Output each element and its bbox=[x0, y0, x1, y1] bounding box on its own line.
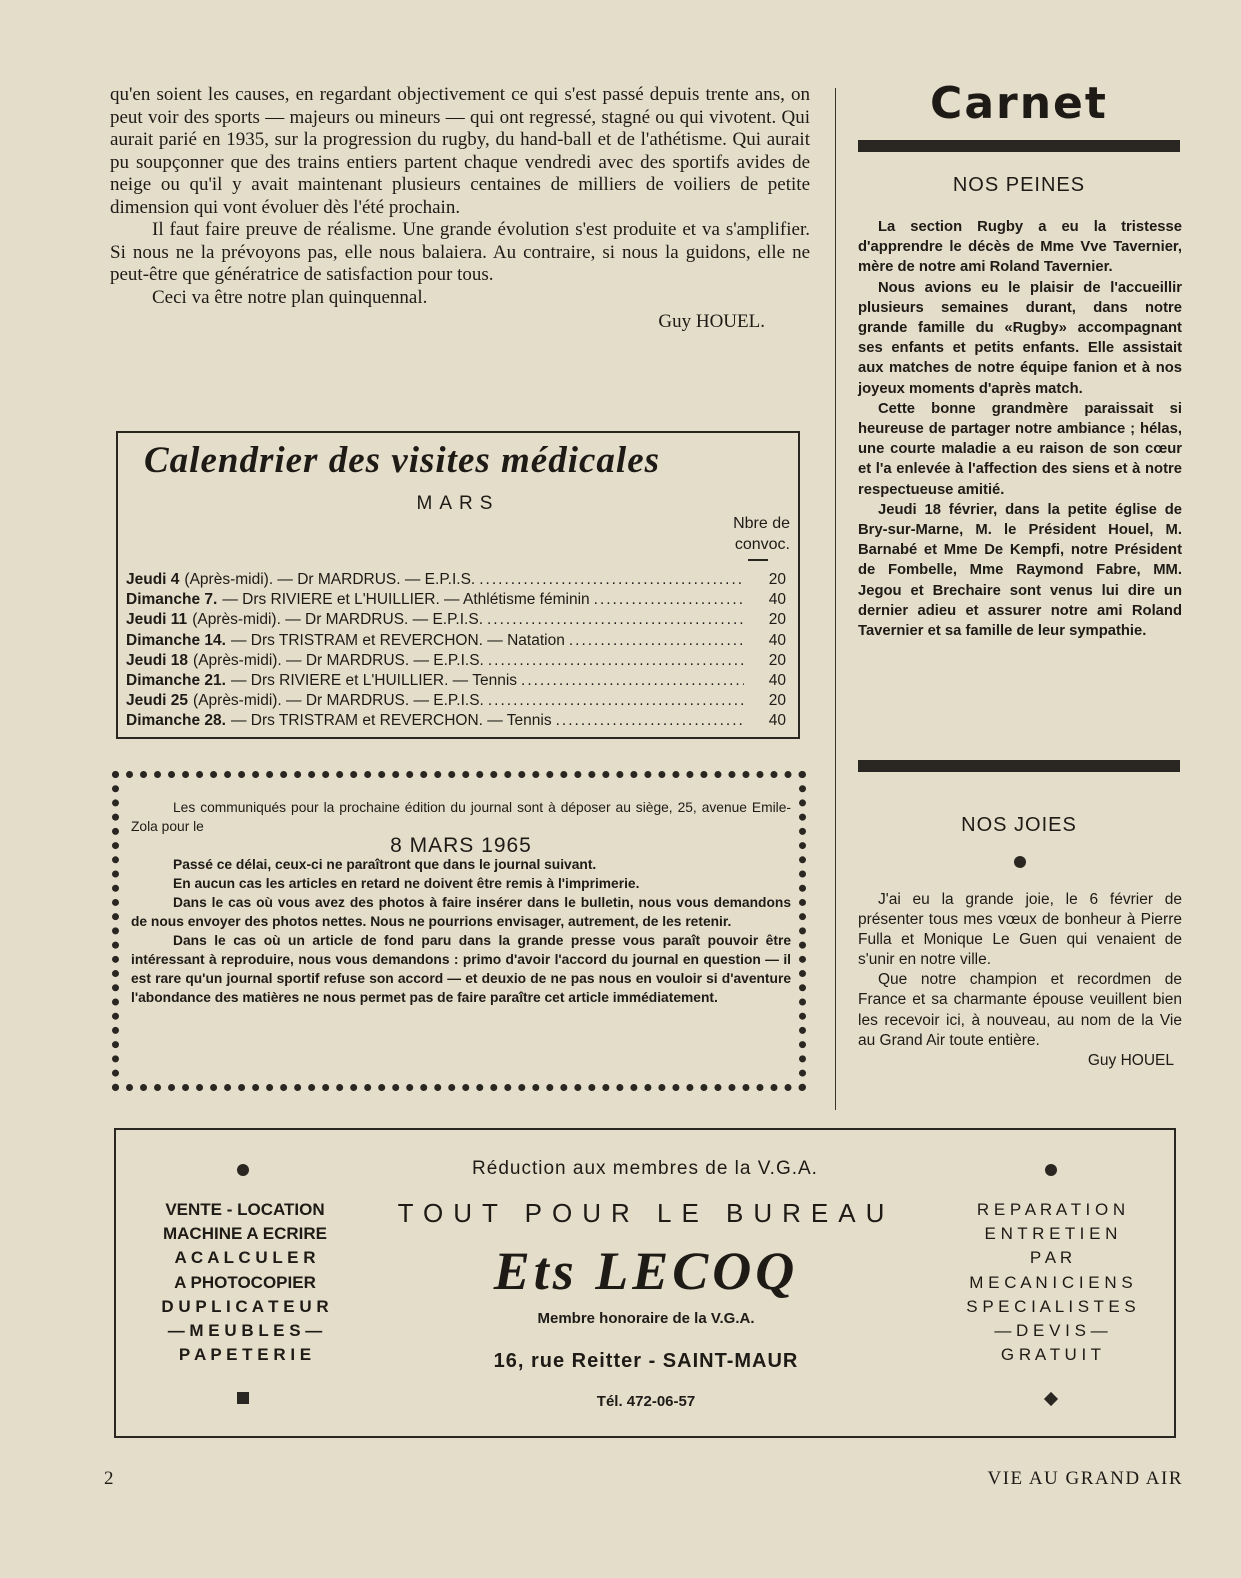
calendar-day: Dimanche 28. bbox=[126, 712, 226, 730]
leader-dots bbox=[517, 671, 744, 691]
ad-headline: TOUT POUR LE BUREAU bbox=[397, 1198, 895, 1228]
peines-paragraph: Cette bonne grandmère paraissait si heureuse de partager notre ambiance ; hélas, une courte maladie a eu raison de son cœur et l'a enlevée à l'affection des siens et à notre respectueuse amitié. bbox=[858, 400, 1182, 498]
carnet-title: Carnet bbox=[930, 78, 1108, 129]
calendar-day: Dimanche 7. bbox=[126, 591, 218, 609]
peines-paragraph: Nous avions eu le plaisir de l'accueillir plusieurs semaines durant, dans notre grande famille du «Rugby» accompagnant ses enfants et petits enfants. Elle assistait aux matches de notre équipe fanion et à nos joyeux moments d'après match. bbox=[858, 279, 1182, 397]
square-bullet-icon bbox=[237, 1392, 249, 1404]
calendar-count: 20 bbox=[768, 571, 786, 588]
page-number: 2 bbox=[104, 1468, 114, 1489]
medical-calendar-box bbox=[116, 431, 800, 739]
ad-left-line: VENTE - LOCATION bbox=[165, 1200, 325, 1219]
ad-left-list bbox=[140, 1198, 350, 1367]
calendar-row bbox=[126, 671, 786, 691]
calendar-detail: — Drs TRISTRAM et REVERCHON. — Tennis bbox=[230, 712, 552, 730]
leader-dots bbox=[483, 610, 744, 630]
calendar-month: MARS bbox=[416, 493, 500, 514]
calendar-detail: — Drs RIVIERE et L'HUILLIER. — Tennis bbox=[230, 672, 518, 690]
joies-signature: Guy HOUEL bbox=[1087, 1051, 1174, 1069]
leader-dots bbox=[552, 711, 744, 731]
calendar-row bbox=[126, 691, 786, 711]
calendar-count: 20 bbox=[768, 611, 786, 629]
ad-brand: Ets LECOQ bbox=[493, 1241, 799, 1301]
peines-paragraph: La section Rugby a eu la tristesse d'apprendre le décès de Mme Vve Tavernier, mère de notre ami Roland Tavernier. bbox=[858, 219, 1182, 276]
ad-right-line: S P E C I A L I S T E S bbox=[966, 1296, 1136, 1316]
peines-paragraph: Jeudi 18 février, dans la petite église de Bry-sur-Marne, M. le Président Houel, M. Barnabé et Mme De Kempfi, notre Président de Fombelle, Mme Raymond Fabre, MM. Jegou et Brechaire sont venus lui dire un dernier adieu et assurer notre ami Roland Tavernier et sa famille de leur sympathie. bbox=[858, 501, 1182, 640]
calendar-detail: — Drs RIVIERE et L'HUILLIER. — Athlétisme féminin bbox=[222, 591, 590, 609]
calendar-day: Dimanche 14. bbox=[126, 631, 226, 649]
calendar-row bbox=[126, 631, 786, 651]
ad-right-line: P A R bbox=[1029, 1248, 1073, 1268]
calendar-rows bbox=[126, 570, 786, 732]
calendar-count: 40 bbox=[768, 591, 786, 609]
calendar-count: 20 bbox=[768, 651, 786, 669]
column-divider bbox=[835, 88, 836, 1110]
calendar-count-header-line: convoc. bbox=[734, 536, 790, 553]
joies-paragraph: J'ai eu la grande joie, le 6 février de présenter tous mes vœux de bonheur à Pierre Fulla et Monique Le Guen qui venaient de s'unir en notre ville. bbox=[858, 891, 1182, 969]
ad-right-line: M E C A N I C I E N S bbox=[969, 1272, 1133, 1292]
joies-heading: NOS JOIES bbox=[961, 814, 1077, 836]
article-paragraph: Ceci va être notre plan quinquennal. bbox=[152, 286, 428, 308]
communiques-paragraph: Passé ce délai, ceux-ci ne paraîtront que dans le journal suivant. bbox=[173, 857, 597, 872]
ad-reduction: Réduction aux membres de la V.G.A. bbox=[472, 1158, 818, 1179]
ad-left-line: A PHOTOCOPIER bbox=[174, 1272, 316, 1292]
ad-left-line: — M E U B L E S — bbox=[167, 1321, 323, 1341]
leader-dots bbox=[590, 590, 744, 610]
calendar-day: Jeudi 18 bbox=[126, 651, 189, 669]
publication-title: VIE AU GRAND AIR bbox=[987, 1468, 1183, 1489]
calendar-detail: (Après-midi). — Dr MARDRUS. — E.P.I.S. bbox=[184, 571, 476, 588]
joies-paragraph: Que notre champion et recordmen de France et sa charmante épouse veuillent bien les recevoir ici, à nouveau, au nom de la Vie au Grand Air toute entière. bbox=[858, 971, 1182, 1049]
ad-right-list bbox=[946, 1198, 1156, 1367]
ad-right-line: E N T R E T I E N bbox=[984, 1224, 1118, 1244]
ad-left-line: P A P E T E R I E bbox=[178, 1345, 312, 1365]
calendar-header-rule bbox=[748, 559, 768, 561]
ad-left-line: A C A L C U L E R bbox=[174, 1248, 316, 1268]
article-signature: Guy HOUEL. bbox=[658, 311, 765, 332]
leader-dots bbox=[484, 691, 744, 711]
article-paragraph: Il faut faire preuve de réalisme. Une grande évolution s'est produite et va s'amplifier. Si nous ne la prévoyons pas, elle nous balaiera. Au contraire, si nous la guidons, elle ne peut-être que génératrice de satisfaction pour tous. bbox=[110, 219, 810, 285]
peines-text bbox=[858, 217, 1182, 641]
leader-dots bbox=[565, 631, 744, 651]
calendar-row bbox=[126, 590, 786, 610]
deadline-date: 8 MARS 1965 bbox=[390, 834, 532, 857]
joies-text bbox=[858, 890, 1182, 1071]
communiques-paragraph: En aucun cas les articles en retard ne doivent être remis à l'imprimerie. bbox=[173, 876, 640, 891]
communiques-intro: Les communiqués pour la prochaine édition du journal sont à déposer au siège, 25, avenue Emile-Zola pour le bbox=[131, 800, 791, 834]
ad-membre: Membre honoraire de la V.G.A. bbox=[537, 1310, 755, 1327]
communiques-notice-box bbox=[112, 771, 806, 1091]
calendar-detail: (Après-midi). — Dr MARDRUS. — E.P.I.S. bbox=[193, 692, 484, 710]
calendar-count: 40 bbox=[768, 631, 786, 649]
calendar-row bbox=[126, 570, 786, 590]
ad-left-line: D U P L I C A T E U R bbox=[161, 1296, 329, 1316]
ad-right-line: G R A T U I T bbox=[1000, 1345, 1102, 1365]
lecoq-advertisement bbox=[114, 1128, 1176, 1438]
calendar-detail: (Après-midi). — Dr MARDRUS. — E.P.I.S. bbox=[192, 611, 483, 629]
leader-dots bbox=[475, 570, 744, 590]
communiques-content bbox=[131, 798, 791, 1007]
ad-telephone: Tél. 472-06-57 bbox=[596, 1393, 696, 1410]
calendar-day: Dimanche 21. bbox=[126, 672, 226, 690]
section-divider-bar bbox=[858, 140, 1180, 152]
calendar-title: Calendrier des visites médicales bbox=[144, 440, 661, 481]
calendar-row bbox=[126, 711, 786, 731]
calendar-count: 20 bbox=[768, 692, 786, 710]
ad-left-line: MACHINE A ECRIRE bbox=[162, 1224, 328, 1244]
communiques-paragraph: Dans le cas où un article de fond paru dans la grande presse vous paraît pouvoir être intéressant à reproduire, nous vous demandons : primo d'avoir l'accord du journal en question — il est rare qu'un journal sportif refuse son accord — et deuxio de ne pas nous en vouloir si d'aventure l'abondance des matières ne nous permet pas de faire paraître cet article immédiatement. bbox=[131, 933, 791, 1005]
section-divider-bar bbox=[858, 760, 1180, 772]
ad-address: 16, rue Reitter - SAINT-MAUR bbox=[493, 1350, 799, 1372]
calendar-day: Jeudi 25 bbox=[126, 692, 189, 710]
calendar-row bbox=[126, 651, 786, 671]
diamond-bullet-icon bbox=[1044, 1392, 1058, 1406]
calendar-detail: (Après-midi). — Dr MARDRUS. — E.P.I.S. bbox=[193, 651, 484, 669]
ad-right-line: — D E V I S — bbox=[994, 1321, 1108, 1341]
peines-heading: NOS PEINES bbox=[952, 174, 1086, 196]
calendar-count: 40 bbox=[768, 712, 786, 730]
bullet-dot-icon bbox=[1014, 856, 1026, 868]
article-continuation bbox=[110, 84, 810, 334]
leader-dots bbox=[484, 651, 744, 671]
calendar-day: Jeudi 11 bbox=[126, 611, 188, 629]
calendar-count: 40 bbox=[768, 672, 786, 690]
calendar-day: Jeudi 4 bbox=[126, 571, 180, 588]
calendar-count-header bbox=[700, 513, 790, 555]
communiques-paragraph: Dans le cas où vous avez des photos à faire insérer dans le bulletin, nous vous demandons de nous envoyer des photos nettes. Nous ne pourrions envisager, autrement, de les retenir. bbox=[131, 895, 791, 929]
calendar-count-header-line: Nbre de bbox=[733, 515, 790, 532]
article-paragraph: qu'en soient les causes, en regardant objectivement ce qui s'est passé depuis trente ans, on peut voir des sports — majeurs ou mineurs — qui ont regressé, stagné ou qui vivotent. Qui aurait parié en 1935, sur la progression du rugby, du hand-ball et de l'athétisme. Qui aurait pu soupçonner que des trains entiers partent chaque vendredi avec des sportifs avides de neige ou qu'il y avait maintenant plusieurs centaines de milliers de voiliers de petite dimension qui vont évoluer dès l'été prochain. bbox=[110, 84, 810, 218]
calendar-detail: — Drs TRISTRAM et REVERCHON. — Natation bbox=[230, 631, 565, 649]
calendar-row bbox=[126, 610, 786, 630]
ad-right-line: R E P A R A T I O N bbox=[976, 1200, 1126, 1219]
